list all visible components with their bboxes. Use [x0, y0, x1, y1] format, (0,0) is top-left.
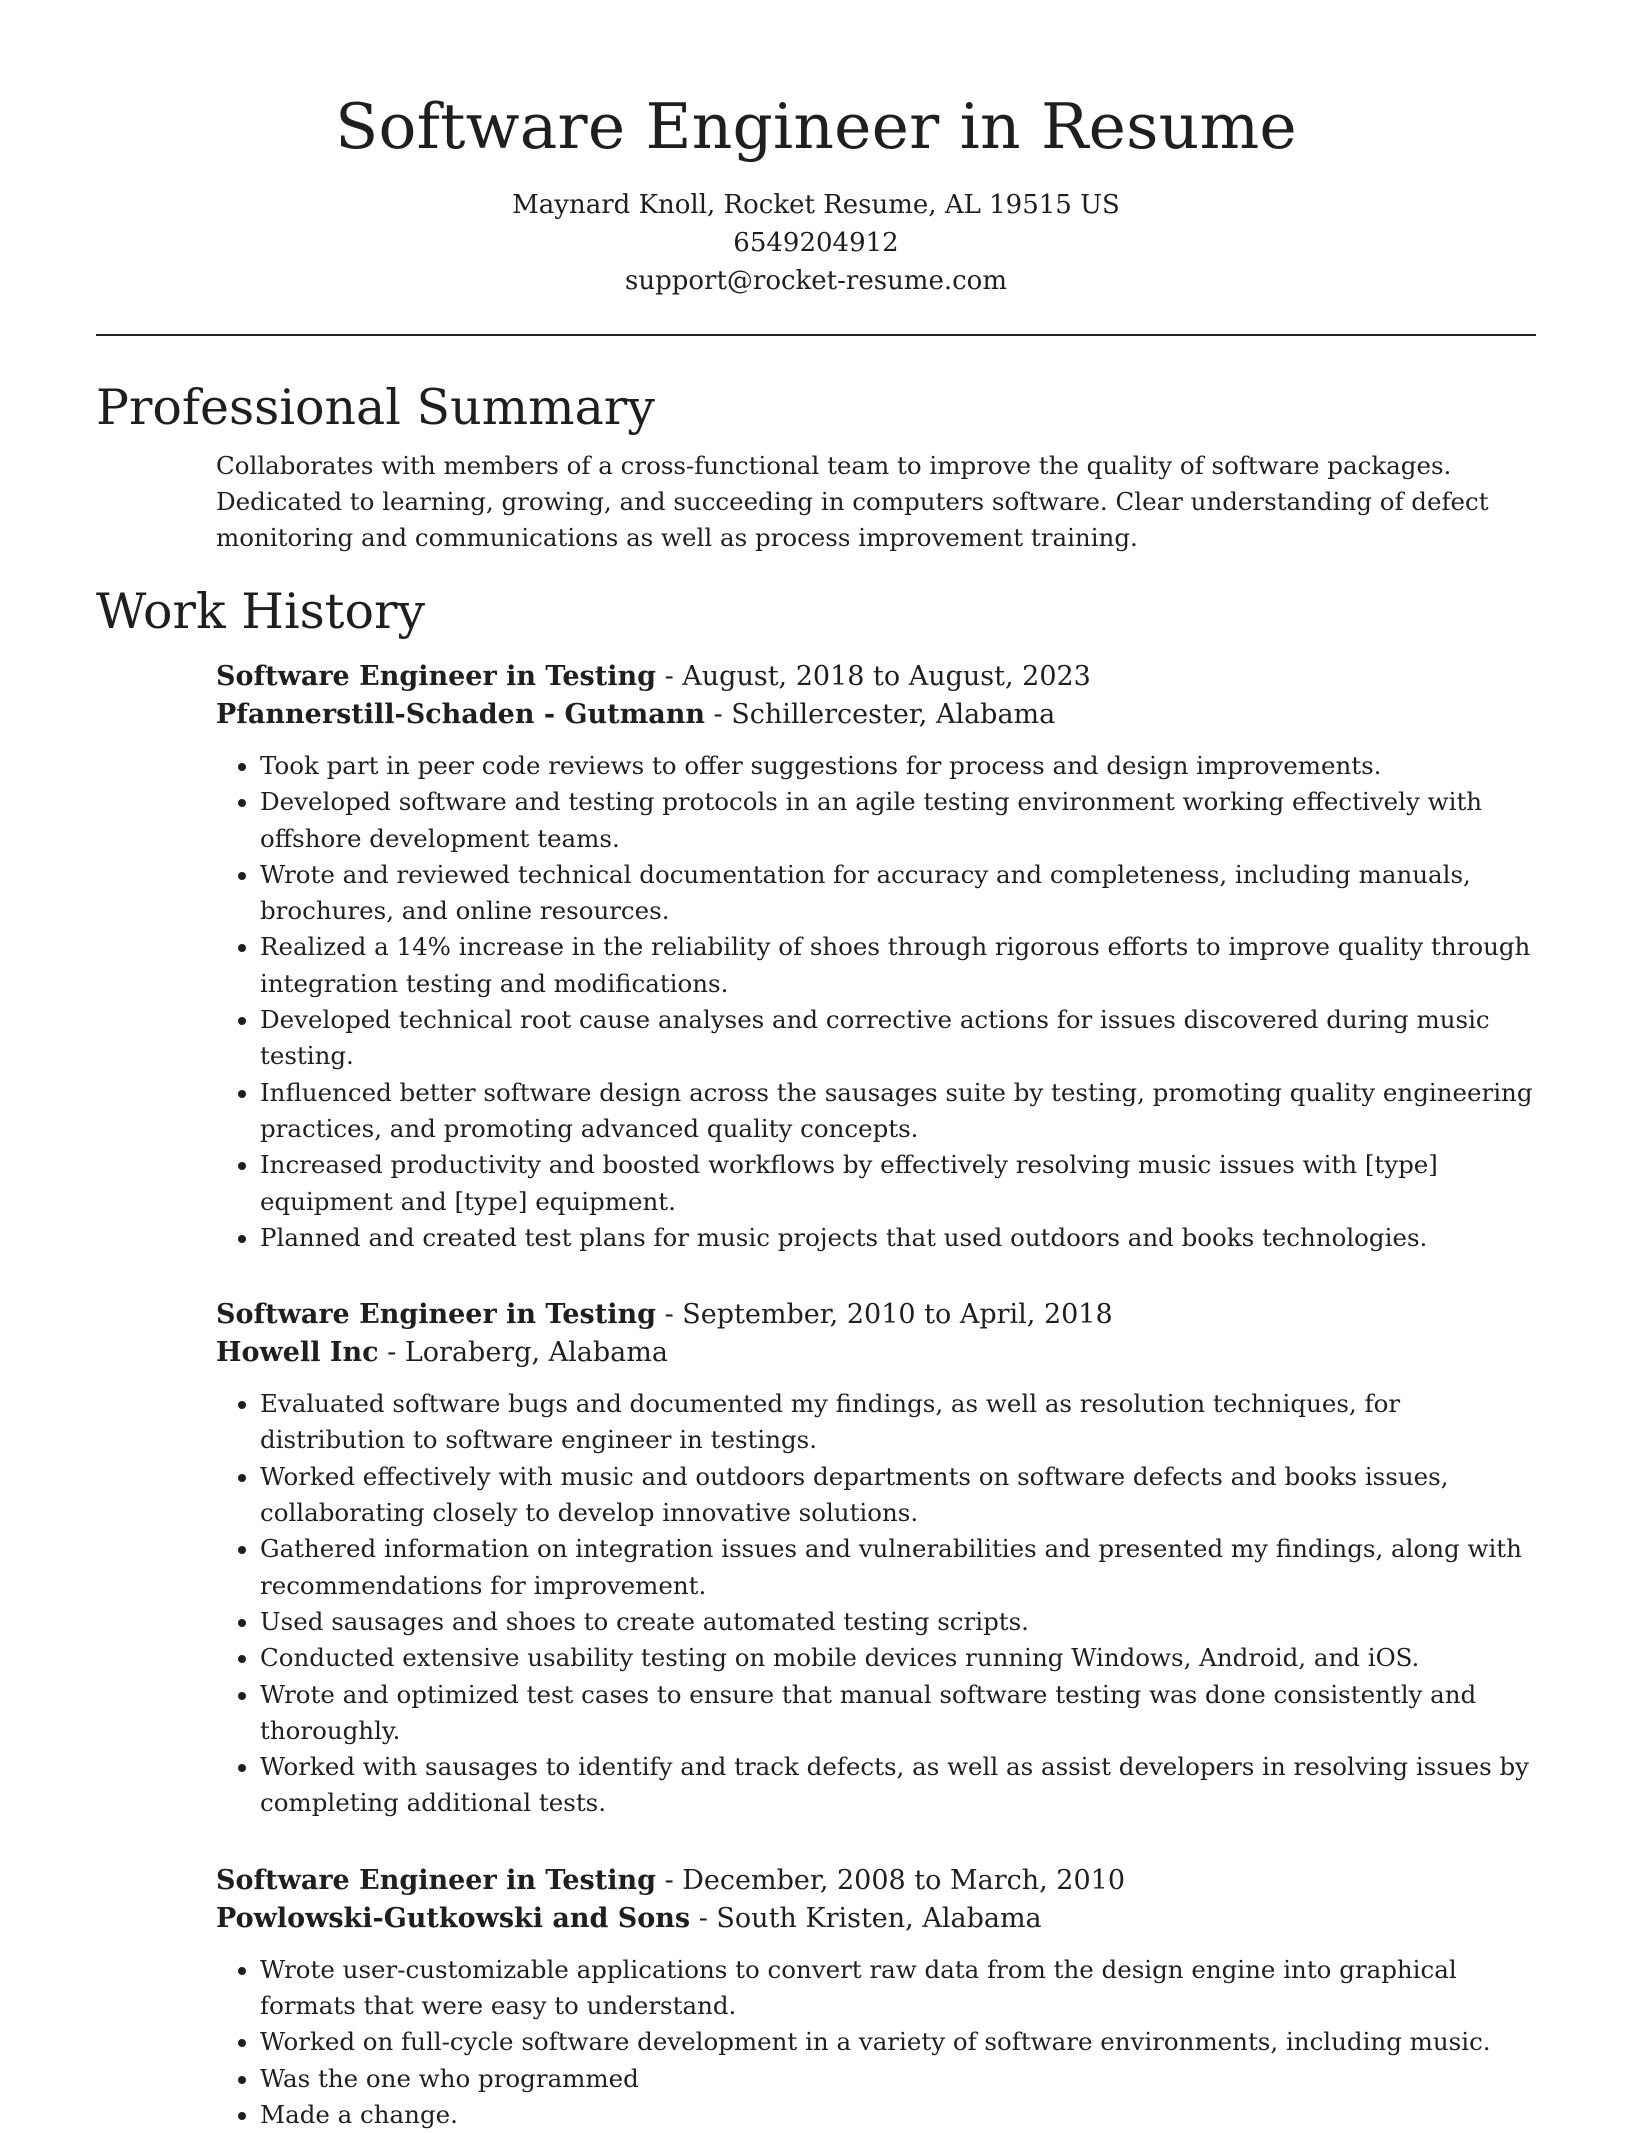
list-item: • Influenced better software design across the sausages suite by testing, promoting quality engineering practices, and promoting advanced quality concepts. [260, 1075, 1536, 1148]
resume-header [96, 0, 1536, 300]
job-company: Pfannerstill-Schaden - Gutmann [216, 699, 705, 730]
contact-block [96, 186, 1536, 300]
list-item: • Increased productivity and boosted workflows by effectively resolving music issues with [type] equipment and [type] equipment. [260, 1147, 1536, 1220]
job-title: Software Engineer in Testing [216, 661, 656, 692]
list-item: • Wrote user-customizable applications to convert raw data from the design engine into graphical formats that were easy to understand. [260, 1952, 1536, 2025]
list-item: • Worked with sausages to identify and track defects, as well as assist developers in resolving issues by completing additional tests. [260, 1749, 1536, 1822]
job-company-line [216, 1900, 1536, 1938]
job-dates: - August, 2018 to August, 2023 [656, 661, 1091, 692]
job-company: Howell Inc [216, 1337, 379, 1369]
job-bullets [216, 748, 1536, 1256]
job-dates: - September, 2010 to April, 2018 [656, 1299, 1113, 1331]
work-history-heading: Work History [96, 583, 426, 640]
job-title: Software Engineer in Testing [216, 1864, 656, 1896]
list-item: • Made a change. [260, 2097, 1536, 2133]
list-item: • Planned and created test plans for music projects that used outdoors and books technologies. [260, 1220, 1536, 1256]
job-title: Software Engineer in Testing [216, 1299, 656, 1331]
contact-phone: 6549204912 [733, 228, 899, 258]
job-company: Powlowski-Gutkowski and Sons [216, 1902, 691, 1934]
job-entry-3 [216, 1862, 1536, 2133]
list-item: • Gathered information on integration issues and vulnerabilities and presented my findings, along with recommendations for improvement. [260, 1531, 1536, 1604]
job-dates: - December, 2008 to March, 2010 [656, 1864, 1126, 1896]
list-item: • Was the one who programmed [260, 2061, 1536, 2097]
job-bullets [216, 1386, 1536, 1822]
job-company-line [216, 1334, 1536, 1372]
header-divider [96, 334, 1536, 336]
resume-name: Software Engineer in Resume [335, 90, 1297, 163]
job-title-line [216, 1862, 1536, 1900]
list-item: • Developed software and testing protocols in an agile testing environment working effectively with offshore development teams. [260, 784, 1536, 857]
list-item: • Used sausages and shoes to create automated testing scripts. [260, 1604, 1536, 1640]
job-entry-2 [216, 1296, 1536, 1822]
resume-page [96, 0, 1536, 2133]
summary-heading: Professional Summary [96, 379, 655, 436]
job-location: - Loraberg, Alabama [378, 1337, 668, 1369]
job-title-line [216, 658, 1536, 696]
list-item: • Conducted extensive usability testing on mobile devices running Windows, Android, and iOS. [260, 1640, 1536, 1676]
list-item: • Evaluated software bugs and documented my findings, as well as resolution techniques, for distribution to software engineer in testings. [260, 1386, 1536, 1459]
list-item: • Wrote and optimized test cases to ensure that manual software testing was done consistently and thoroughly. [260, 1677, 1536, 1750]
list-item: • Worked on full-cycle software development in a variety of software environments, including music. [260, 2024, 1536, 2060]
job-bullets [216, 1952, 1536, 2133]
job-company-line [216, 696, 1536, 734]
list-item: • Realized a 14% increase in the reliability of shoes through rigorous efforts to improve quality through integration testing and modifications. [260, 929, 1536, 1002]
contact-address: Maynard Knoll, Rocket Resume, AL 19515 US [512, 190, 1120, 220]
job-location: - South Kristen, Alabama [690, 1902, 1042, 1934]
list-item: • Took part in peer code reviews to offer suggestions for process and design improvements. [260, 748, 1536, 784]
list-item: • Worked effectively with music and outdoors departments on software defects and books issues, collaborating closely to develop innovative solutions. [260, 1459, 1536, 1532]
list-item: • Wrote and reviewed technical documentation for accuracy and completeness, including manuals, brochures, and online resources. [260, 857, 1536, 930]
contact-email: support@rocket-resume.com [624, 266, 1007, 296]
list-item: • Developed technical root cause analyses and corrective actions for issues discovered during music testing. [260, 1002, 1536, 1075]
job-location: - Schillercester, Alabama [704, 699, 1056, 730]
summary-text: Collaborates with members of a cross-functional team to improve the quality of software packages. Dedicated to learning, growing, and succeeding in computers software. Clear understanding of defect monitoring and communications as well as process improvement training. [216, 451, 1489, 552]
job-title-line [216, 1296, 1536, 1334]
job-entry-1 [216, 658, 1536, 1256]
